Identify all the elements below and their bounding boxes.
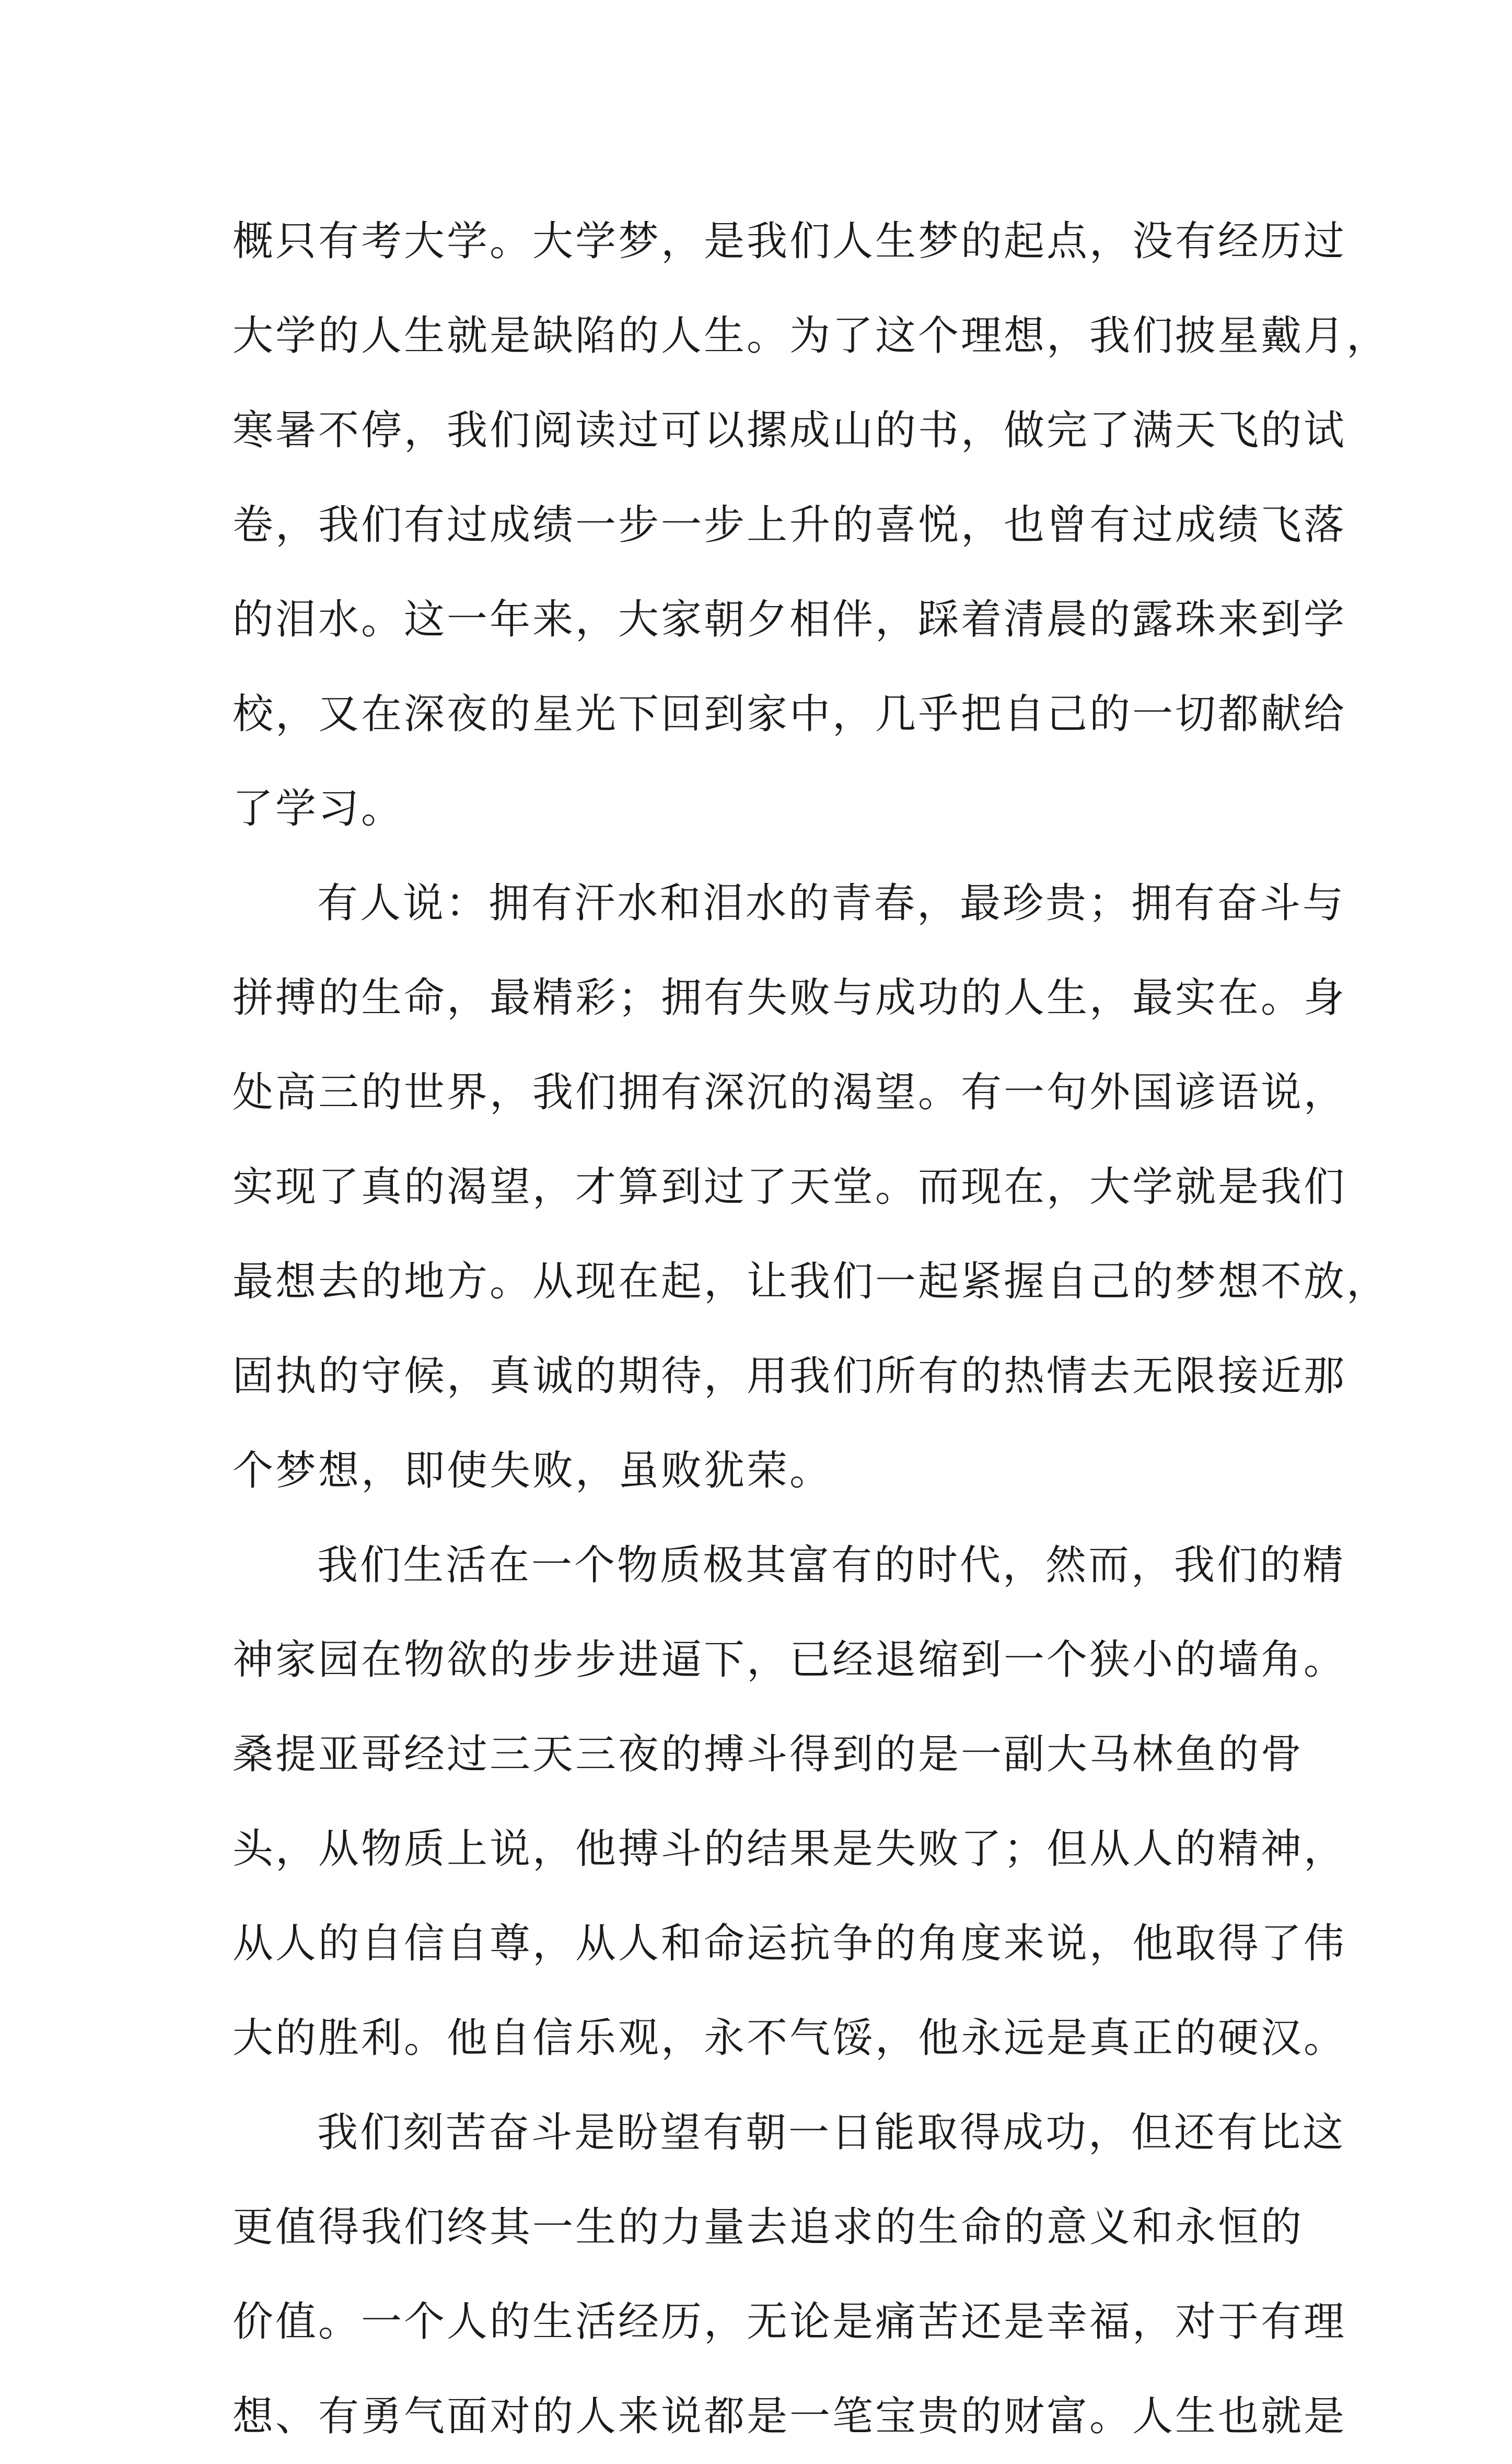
paragraph [232, 856, 1390, 1518]
paragraph [232, 194, 1390, 856]
text-line: 头，从物质上说，他搏斗的结果是失败了；但从人的精神， [232, 1826, 1347, 1873]
text-line: 有人说：拥有汗水和泪水的青春，最珍贵；拥有奋斗与 [317, 880, 1346, 927]
text-line: 我们刻苦奋斗是盼望有朝一日能取得成功，但还有比这 [317, 2109, 1346, 2156]
text-line: 拼搏的生命，最精彩；拥有失败与成功的人生，最实在。身 [232, 974, 1347, 1021]
text-line: 卷，我们有过成绩一步一步上升的喜悦，也曾有过成绩飞落 [232, 502, 1347, 549]
paragraph [232, 1518, 1347, 2086]
text-line: 价值。一个人的生活经历，无论是痛苦还是幸福，对于有理 [232, 2298, 1347, 2345]
text-line: 最想去的地方。从现在起，让我们一起紧握自己的梦想不放， [232, 1258, 1390, 1305]
text-line: 神家园在物欲的步步进逼下，已经退缩到一个狭小的墙角。 [232, 1636, 1347, 1683]
text-line: 桑提亚哥经过三天三夜的搏斗得到的是一副大马林鱼的骨 [232, 1731, 1304, 1778]
text-line: 我们生活在一个物质极其富有的时代，然而，我们的精 [317, 1542, 1346, 1589]
text-line: 的泪水。这一年来，大家朝夕相伴，踩着清晨的露珠来到学 [232, 596, 1347, 643]
text-line: 实现了真的渴望，才算到过了天堂。而现在，大学就是我们 [232, 1164, 1347, 1211]
text-line: 想、有勇气面对的人来说都是一笔宝贵的财富。人生也就是 [232, 2393, 1347, 2440]
text-line: 固执的守候，真诚的期待，用我们所有的热情去无限接近那 [232, 1353, 1347, 1400]
text-line: 大的胜利。他自信乐观，永不气馁，他永远是真正的硬汉。 [232, 2015, 1347, 2062]
paragraph [232, 2086, 1347, 2464]
text-line: 概只有考大学。大学梦，是我们人生梦的起点，没有经历过 [232, 218, 1347, 265]
text-line: 校，又在深夜的星光下回到家中，几乎把自己的一切都献给 [232, 691, 1347, 738]
text-line: 大学的人生就是缺陷的人生。为了这个理想，我们披星戴月， [232, 312, 1390, 359]
text-line: 处高三的世界，我们拥有深沉的渴望。有一句外国谚语说， [232, 1069, 1347, 1116]
body-text [232, 194, 1390, 2464]
text-line: 了学习。 [232, 785, 404, 832]
text-line: 从人的自信自尊，从人和命运抗争的角度来说，他取得了伟 [232, 1920, 1347, 1967]
text-line: 个梦想，即使失败，虽败犹荣。 [232, 1447, 833, 1494]
text-line: 更值得我们终其一生的力量去追求的生命的意义和永恒的 [232, 2204, 1304, 2251]
text-line: 寒暑不停，我们阅读过可以摞成山的书，做完了满天飞的试 [232, 407, 1347, 454]
